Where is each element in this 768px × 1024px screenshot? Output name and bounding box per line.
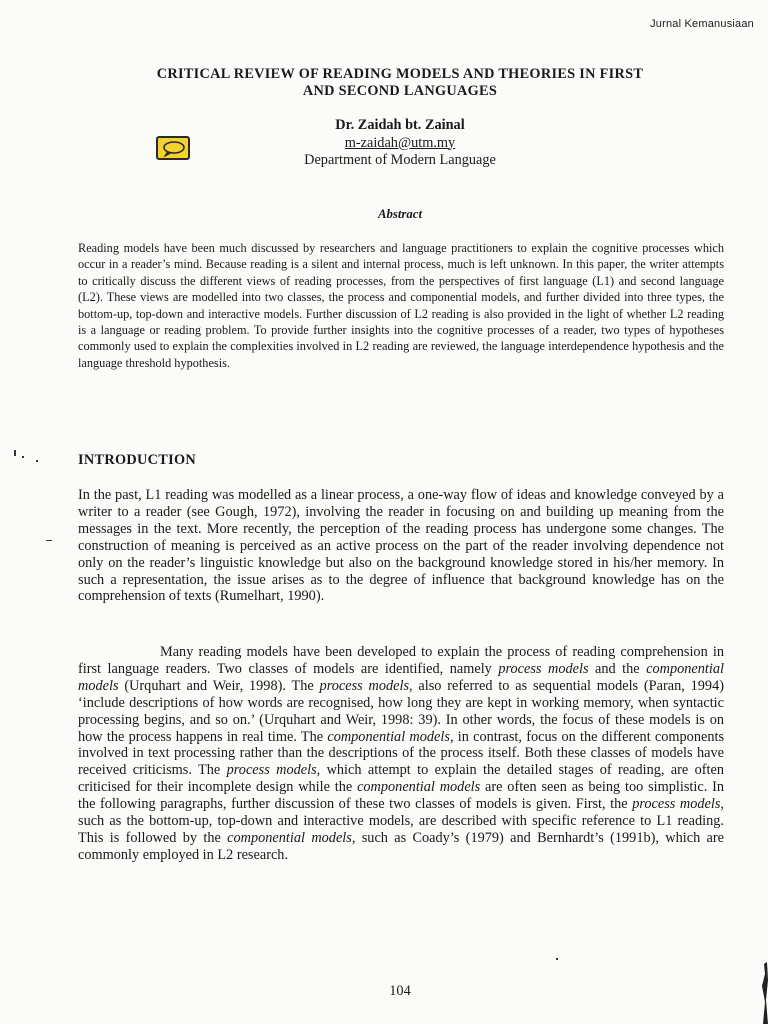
introduction-paragraph-1: In the past, L1 reading was modelled as a linear process, a one-way flow of ideas and knowledge conveyed by a writer to a reader (see Gough, 1972), involving the reader in focusing on and building up meaning from the messages in the text. More recently, the perception of the reading process has undergone some changes. The construction of meaning is perceived as an active process on the part of the reader involving dependence not only on the reader’s linguistic knowledge but also on the background knowledge stored in his/her memory. In such a representation, the issue arises as to the degree of influence that background knowledge has on the comprehension of texts (Rumelhart, 1990).: [78, 487, 724, 605]
text-run: (Urquhart and Weir, 1998). The: [118, 677, 320, 694]
scan-speck: [14, 450, 16, 456]
italic-term: componential models,: [227, 829, 356, 846]
italic-term: process models,: [632, 796, 724, 813]
scan-speck: [556, 958, 558, 960]
scan-edge-mark: [758, 960, 768, 1024]
scan-speck: [22, 456, 24, 458]
text-run: and the: [588, 660, 647, 677]
journal-name: Jurnal Kemanusiaan: [650, 18, 754, 30]
paper-title: [70, 66, 730, 100]
abstract-heading: Abstract: [377, 207, 423, 221]
abstract-body: Reading models have been much discussed by researchers and language practitioners to explain the cognitive processes which occur in a reader’s mind. Because reading is a silent and internal process, much is left unknown. In this paper, the writer attempts to critically discuss the different views of reading processes, from the perspectives of first language (L1) and second language (L2). These views are modelled into two classes, the process and componential models, and further divided into three types, the bottom-up, top-down and interactive models. Further discussion of L2 reading is also provided in the light of whether L2 reading is a language or reading problem. To provide further insights into the cognitive processes of a reader, two types of hypotheses commonly used to explain the complexities involved in L2 reading are reviewed, the language interdependence hypothesis and the language threshold hypothesis.: [78, 241, 724, 370]
comment-note-icon[interactable]: [156, 136, 190, 160]
italic-term: componential models: [78, 660, 724, 694]
text-run: such as the bottom-up, top-down and interactive models, are described with specific reference to L1 reading. This is followed by the: [78, 813, 724, 846]
text-run: such as Coady’s (1979) and Bernhardt’s (1991b), which are commonly employed in L2 research.: [78, 829, 724, 863]
scan-speck: [36, 460, 38, 462]
text-run: are often seen as being too simplistic. In the following paragraphs, further discussion of these two classes of models is given. First, the: [78, 779, 725, 813]
paper-title-line-2: AND SECOND LANGUAGES: [302, 83, 498, 99]
italic-term: process models: [498, 660, 589, 677]
paper-title-line-1: CRITICAL REVIEW OF READING MODELS AND THEORIES IN FIRST: [156, 66, 644, 82]
author-block: [200, 117, 600, 170]
text-run: Many reading models have been developed to explain the process of reading comprehension in first language readers. Two classes of models are identified, namely: [78, 644, 724, 677]
introduction-paragraph-2: [78, 644, 724, 864]
italic-term: process models: [319, 677, 410, 694]
text-run: , also referred to as sequential models (Paran, 1994) ‘include descriptions of how words are recognised, how long they are kept in working memory, when syntactic processing begins, and so on.’ (Urquhart and Weir, 1998: 39). In other words, the focus of these models is on how the process happens in real time. The: [78, 677, 724, 745]
scan-speck: [46, 540, 52, 541]
author-name: Dr. Zaidah bt. Zainal: [335, 117, 465, 133]
page-number: 104: [389, 983, 411, 999]
author-department: Department of Modern Language: [304, 152, 496, 168]
italic-term: componential models: [327, 728, 450, 745]
text-run: which attempt to explain the detailed stages of reading, are often criticised for their incomplete design while the: [78, 762, 724, 796]
author-email-link[interactable]: m-zaidah@utm.my: [344, 134, 456, 151]
italic-term: componential models: [357, 779, 481, 796]
text-run: , in contrast, focus on the different components involved in text processing rather than the descriptions of the process itself. Both these classes of models have received criticisms. The: [78, 728, 725, 779]
italic-term: process models,: [226, 762, 321, 779]
introduction-heading: INTRODUCTION: [78, 452, 196, 468]
